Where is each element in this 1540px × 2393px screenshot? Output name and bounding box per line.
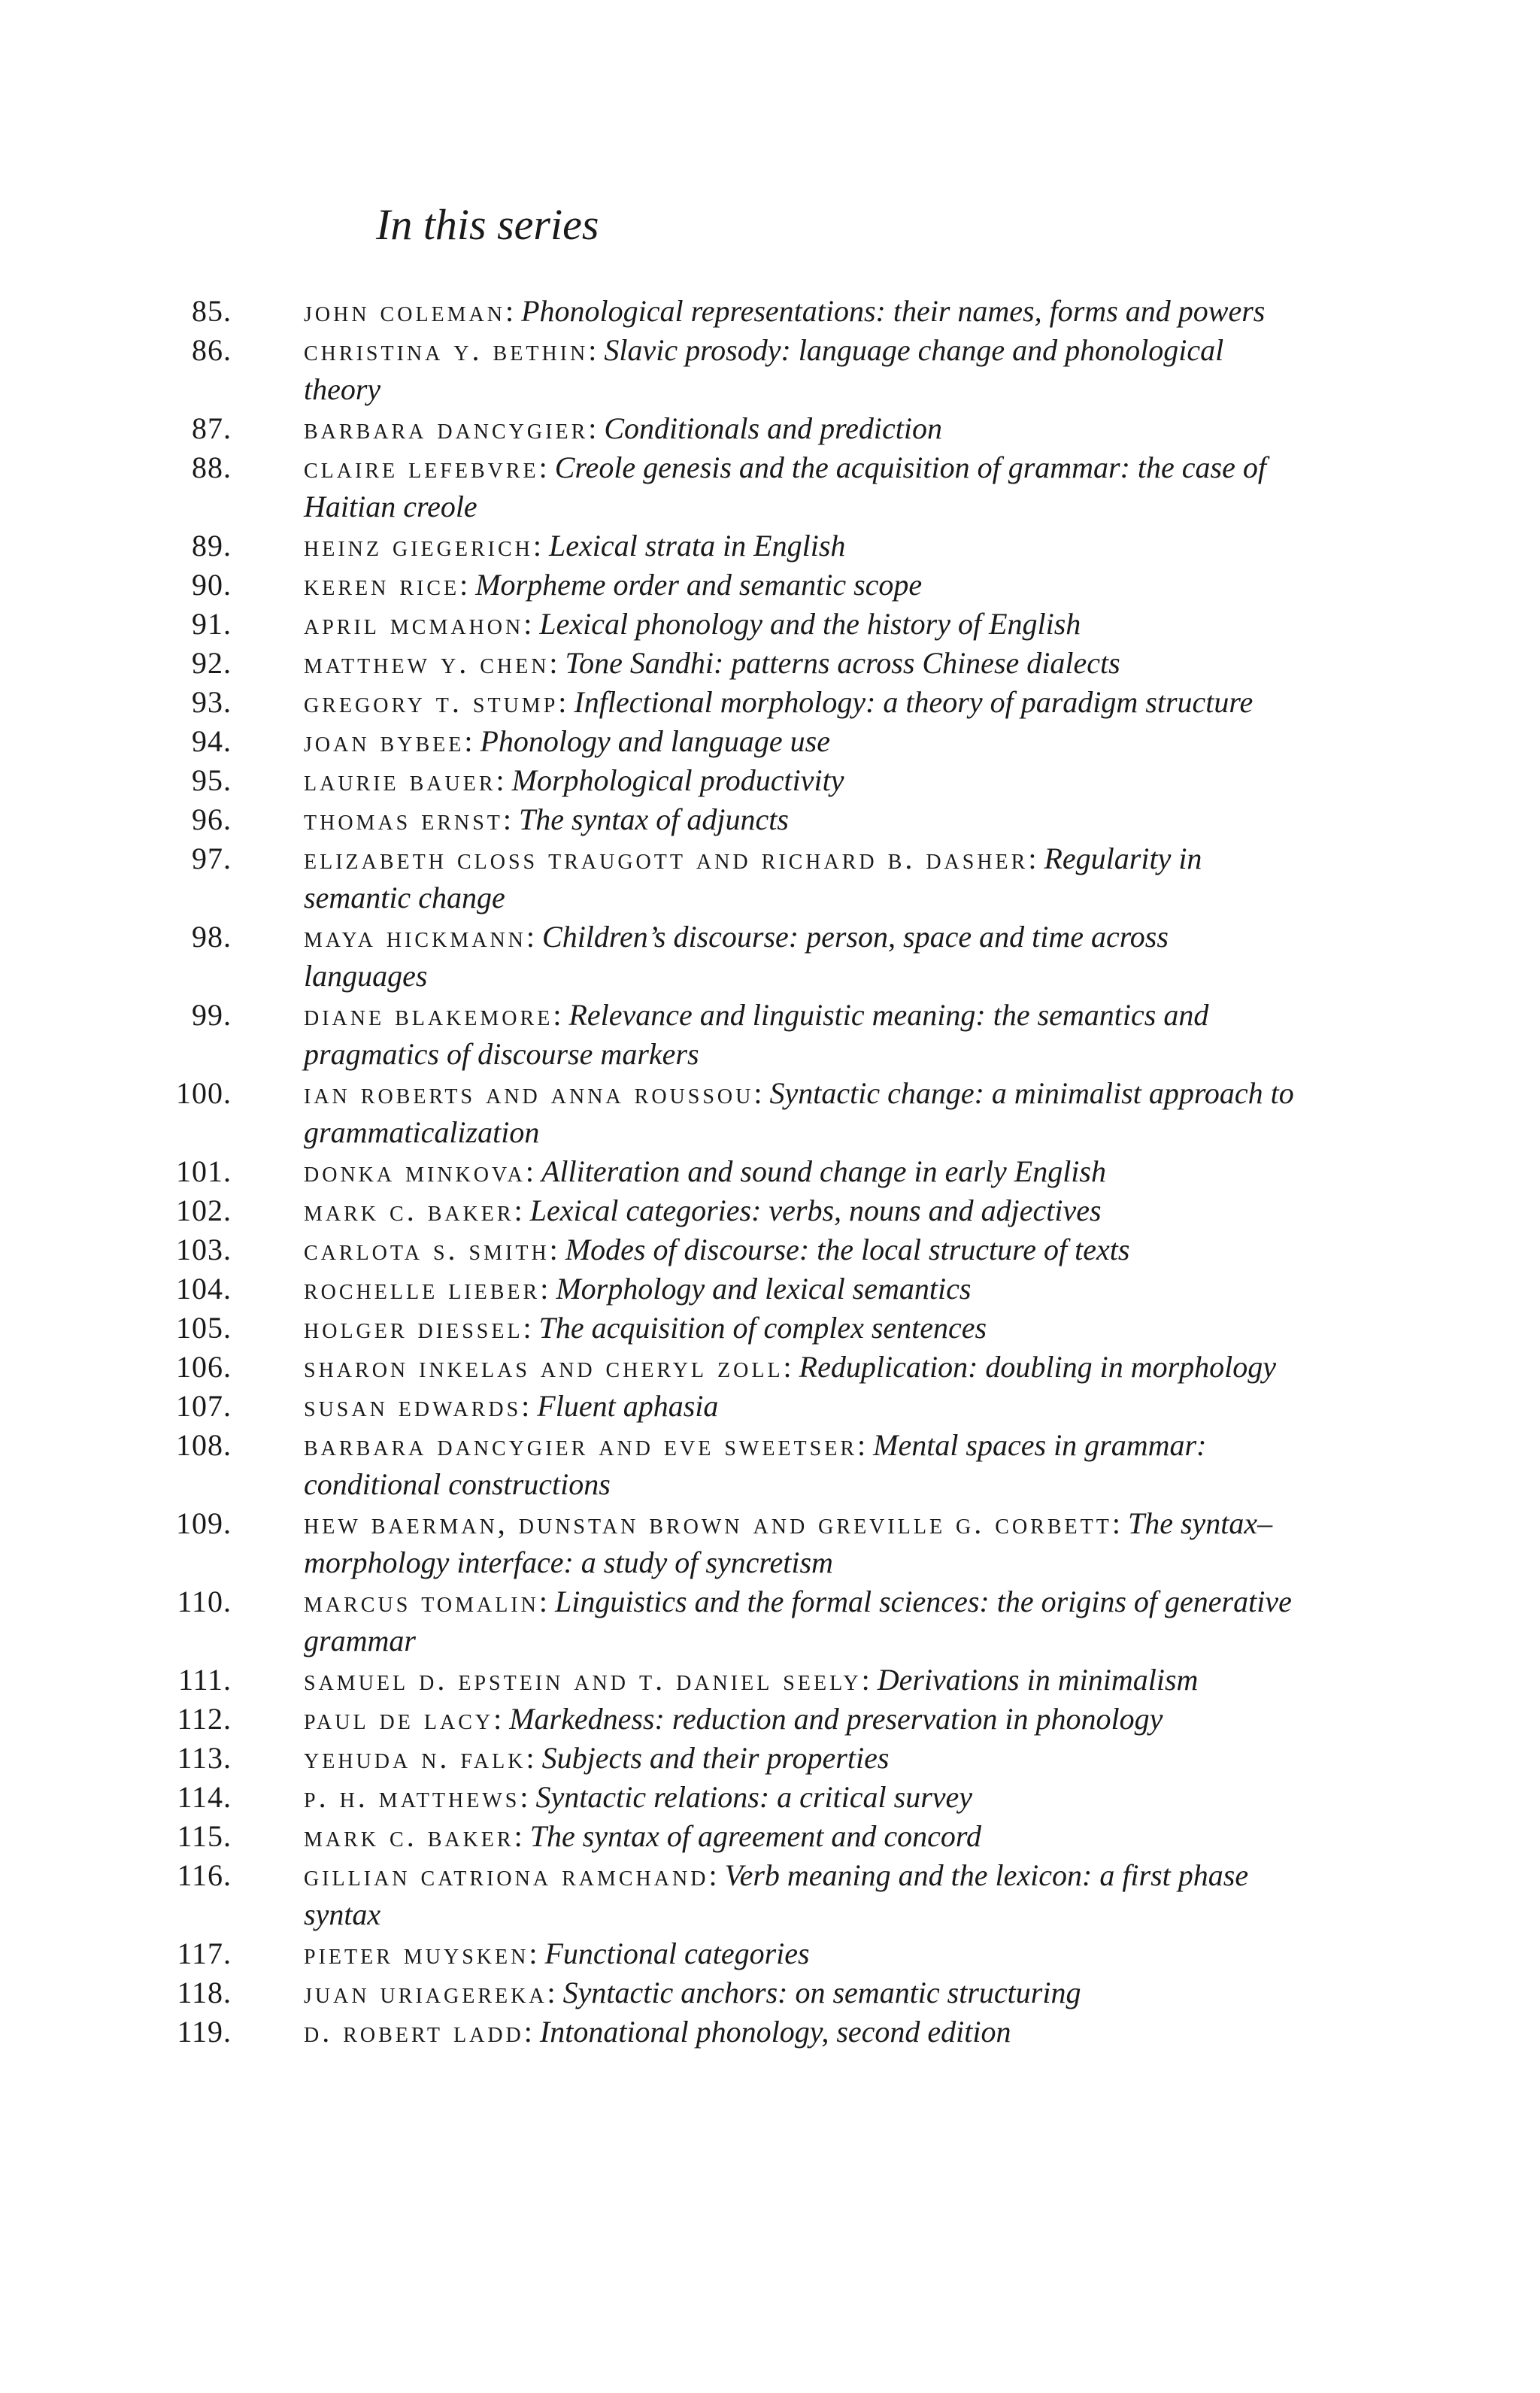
entry-author: rochelle lieber bbox=[304, 1272, 541, 1306]
entry-author: maya hickmann bbox=[304, 920, 526, 954]
entry-title: Children’s discourse: person, space and time across languages bbox=[304, 920, 1169, 993]
entry-text bbox=[304, 566, 1296, 605]
series-entry bbox=[0, 1856, 1540, 1934]
entry-author: holger diessel bbox=[304, 1311, 523, 1345]
entry-text bbox=[304, 1700, 1296, 1739]
entry-title: Morpheme order and semantic scope bbox=[475, 568, 923, 602]
entry-title: Syntactic relations: a critical survey bbox=[535, 1780, 973, 1814]
series-entry bbox=[0, 526, 1540, 566]
entry-author: barbara dancygier and eve sweetser bbox=[304, 1428, 857, 1462]
entry-number: 116. bbox=[177, 1858, 232, 1892]
series-entry bbox=[0, 1778, 1540, 1817]
entry-number: 105. bbox=[176, 1311, 232, 1345]
entry-number: 109. bbox=[176, 1506, 232, 1540]
entry-author: p. h. matthews bbox=[304, 1780, 520, 1814]
entry-separator: : bbox=[861, 1663, 878, 1697]
entry-title: Linguistics and the formal sciences: the origins of generative grammar bbox=[304, 1585, 1292, 1658]
entry-number: 108. bbox=[176, 1428, 232, 1462]
entry-separator: : bbox=[502, 802, 520, 836]
series-entry bbox=[0, 996, 1540, 1074]
entry-separator: : bbox=[523, 607, 540, 641]
entry-title: Functional categories bbox=[544, 1937, 810, 1970]
series-entry bbox=[0, 566, 1540, 605]
series-entry bbox=[0, 644, 1540, 683]
entry-author: pieter muysken bbox=[304, 1937, 529, 1970]
entry-author: heinz giegerich bbox=[304, 529, 533, 563]
entry-title: Syntactic anchors: on semantic structuring bbox=[562, 1976, 1081, 2009]
series-entry bbox=[0, 292, 1540, 331]
entry-separator: : bbox=[496, 763, 512, 797]
entry-title: Inflectional morphology: a theory of paradigm structure bbox=[574, 685, 1254, 719]
entry-separator: : bbox=[520, 1780, 536, 1814]
entry-author: carlota s. smith bbox=[304, 1233, 550, 1266]
entry-text bbox=[304, 409, 1296, 448]
entry-text bbox=[304, 1504, 1296, 1582]
series-entry bbox=[0, 2012, 1540, 2052]
entry-separator: : bbox=[553, 998, 569, 1032]
entry-number: 87. bbox=[192, 411, 232, 445]
entry-number: 93. bbox=[192, 685, 232, 719]
entry-author: joan bybee bbox=[304, 724, 465, 758]
entry-number: 98. bbox=[192, 920, 232, 954]
series-entry bbox=[0, 1309, 1540, 1348]
entry-separator: : bbox=[558, 685, 574, 719]
entry-author: thomas ernst bbox=[304, 802, 503, 836]
series-entry bbox=[0, 1269, 1540, 1309]
entry-title: Subjects and their properties bbox=[541, 1741, 890, 1775]
entry-title: Syntactic change: a minimalist approach to grammaticalization bbox=[304, 1076, 1294, 1149]
entry-title: Lexical phonology and the history of English bbox=[539, 607, 1081, 641]
entry-number: 103. bbox=[176, 1233, 232, 1266]
series-entry bbox=[0, 1387, 1540, 1426]
entry-author: susan edwards bbox=[304, 1389, 522, 1423]
entry-separator: : bbox=[464, 724, 480, 758]
entry-text bbox=[304, 526, 1296, 566]
entry-separator: : bbox=[538, 1585, 555, 1618]
entry-author: d. robert ladd bbox=[304, 2015, 524, 2049]
entry-author: keren rice bbox=[304, 568, 460, 602]
entry-title: The syntax of adjuncts bbox=[519, 802, 789, 836]
entry-number: 112. bbox=[177, 1702, 232, 1736]
entry-number: 107. bbox=[176, 1389, 232, 1423]
entry-number: 90. bbox=[192, 568, 232, 602]
series-entry bbox=[0, 1582, 1540, 1661]
entry-title: The syntax–morphology interface: a study of syncretism bbox=[304, 1506, 1273, 1579]
entry-text bbox=[304, 1387, 1296, 1426]
entry-author: diane blakemore bbox=[304, 998, 553, 1032]
entry-title: Fluent aphasia bbox=[537, 1389, 719, 1423]
entry-separator: : bbox=[521, 1389, 538, 1423]
entry-text bbox=[304, 1973, 1296, 2012]
entry-author: hew baerman, dunstan brown and greville g. corbett bbox=[304, 1506, 1112, 1540]
entry-separator: : bbox=[529, 1937, 545, 1970]
entry-text bbox=[304, 917, 1296, 996]
entry-text bbox=[304, 1074, 1296, 1152]
entry-title: Verb meaning and the lexicon: a first phase syntax bbox=[304, 1858, 1249, 1931]
entry-number: 104. bbox=[176, 1272, 232, 1306]
entry-author: ian roberts and anna roussou bbox=[304, 1076, 754, 1110]
entry-separator: : bbox=[538, 450, 555, 484]
entry-separator: : bbox=[526, 920, 543, 954]
entry-title: Modes of discourse: the local structure of texts bbox=[565, 1233, 1130, 1266]
entry-number: 113. bbox=[177, 1741, 232, 1775]
entry-number: 114. bbox=[177, 1780, 232, 1814]
entry-title: Tone Sandhi: patterns across Chinese dialects bbox=[565, 646, 1120, 680]
entry-separator: : bbox=[459, 568, 476, 602]
series-entry bbox=[0, 1152, 1540, 1191]
entry-text bbox=[304, 761, 1296, 800]
entry-separator: : bbox=[526, 1741, 542, 1775]
entry-author: gillian catriona ramchand bbox=[304, 1858, 709, 1892]
entry-text bbox=[304, 839, 1296, 917]
entry-text bbox=[304, 1426, 1296, 1504]
entry-number: 97. bbox=[192, 842, 232, 875]
series-entry bbox=[0, 1661, 1540, 1700]
entry-number: 99. bbox=[192, 998, 232, 1032]
entry-title: Morphology and lexical semantics bbox=[556, 1272, 972, 1306]
entry-author: donka minkova bbox=[304, 1154, 526, 1188]
entry-title: The syntax of agreement and concord bbox=[529, 1819, 981, 1853]
entry-text bbox=[304, 1582, 1296, 1661]
entry-title: Creole genesis and the acquisition of grammar: the case of Haitian creole bbox=[304, 450, 1266, 523]
entry-text bbox=[304, 996, 1296, 1074]
entry-text bbox=[304, 1739, 1296, 1778]
entry-author: claire lefebvre bbox=[304, 450, 539, 484]
entry-number: 96. bbox=[192, 802, 232, 836]
entry-number: 110. bbox=[177, 1585, 232, 1618]
entry-separator: : bbox=[549, 1233, 565, 1266]
entry-title: Markedness: reduction and preservation in phonology bbox=[509, 1702, 1163, 1736]
entry-number: 89. bbox=[192, 529, 232, 563]
series-entry bbox=[0, 1934, 1540, 1973]
entry-number: 119. bbox=[177, 2015, 232, 2049]
series-entry bbox=[0, 1973, 1540, 2012]
entry-separator: : bbox=[708, 1858, 725, 1892]
entry-separator: : bbox=[1028, 842, 1044, 875]
entry-author: mark c. baker bbox=[304, 1193, 514, 1227]
entry-text bbox=[304, 1778, 1296, 1817]
entry-separator: : bbox=[547, 1976, 563, 2009]
entry-title: Regularity in semantic change bbox=[304, 842, 1202, 914]
entry-separator: : bbox=[540, 1272, 556, 1306]
entry-author: elizabeth closs traugott and richard b. dasher bbox=[304, 842, 1029, 875]
entry-separator: : bbox=[514, 1193, 530, 1227]
entry-separator: : bbox=[549, 646, 565, 680]
series-entry bbox=[0, 722, 1540, 761]
entry-text bbox=[304, 1661, 1296, 1700]
entry-author: christina y. bethin bbox=[304, 333, 589, 367]
series-entry bbox=[0, 800, 1540, 839]
entry-author: yehuda n. falk bbox=[304, 1741, 526, 1775]
entry-text bbox=[304, 1152, 1296, 1191]
entry-separator: : bbox=[1111, 1506, 1128, 1540]
entry-text bbox=[304, 644, 1296, 683]
entry-title: Slavic prosody: language change and phonological theory bbox=[304, 333, 1224, 406]
entry-text bbox=[304, 1348, 1296, 1387]
entry-author: april mcmahon bbox=[304, 607, 524, 641]
entry-author: john coleman bbox=[304, 294, 505, 328]
entry-title: Alliteration and sound change in early English bbox=[541, 1154, 1106, 1188]
series-entry bbox=[0, 331, 1540, 409]
entry-title: Phonology and language use bbox=[480, 724, 830, 758]
entry-separator: : bbox=[753, 1076, 770, 1110]
entry-separator: : bbox=[783, 1350, 799, 1384]
entry-separator: : bbox=[525, 1154, 541, 1188]
series-entry bbox=[0, 917, 1540, 996]
entry-number: 117. bbox=[177, 1937, 232, 1970]
entry-text bbox=[304, 1269, 1296, 1309]
series-entry bbox=[0, 605, 1540, 644]
entry-title: Conditionals and prediction bbox=[604, 411, 943, 445]
entry-text bbox=[304, 1230, 1296, 1269]
entry-author: laurie bauer bbox=[304, 763, 496, 797]
entry-author: paul de lacy bbox=[304, 1702, 494, 1736]
entry-text bbox=[304, 1856, 1296, 1934]
entry-text bbox=[304, 1309, 1296, 1348]
entry-title: Lexical strata in English bbox=[548, 529, 846, 563]
entry-author: samuel d. epstein and t. daniel seely bbox=[304, 1663, 862, 1697]
entry-number: 95. bbox=[192, 763, 232, 797]
entry-number: 118. bbox=[177, 1976, 232, 2009]
series-entry bbox=[0, 1230, 1540, 1269]
entry-title: Reduplication: doubling in morphology bbox=[799, 1350, 1277, 1384]
entry-title: Lexical categories: verbs, nouns and adjectives bbox=[529, 1193, 1102, 1227]
entry-title: Phonological representations: their names, forms and powers bbox=[521, 294, 1266, 328]
entry-number: 106. bbox=[176, 1350, 232, 1384]
entry-number: 111. bbox=[177, 1663, 232, 1697]
series-entry bbox=[0, 448, 1540, 526]
series-entry bbox=[0, 1191, 1540, 1230]
entry-separator: : bbox=[523, 1311, 539, 1345]
entry-number: 92. bbox=[192, 646, 232, 680]
entry-title: Intonational phonology, second edition bbox=[539, 2015, 1011, 2049]
entry-title: The acquisition of complex sentences bbox=[538, 1311, 987, 1345]
entry-separator: : bbox=[532, 529, 549, 563]
entry-separator: : bbox=[588, 411, 605, 445]
entry-text bbox=[304, 683, 1296, 722]
entry-separator: : bbox=[857, 1428, 874, 1462]
entry-separator: : bbox=[588, 333, 605, 367]
entry-text bbox=[304, 722, 1296, 761]
entry-text bbox=[304, 331, 1296, 409]
entry-number: 86. bbox=[192, 333, 232, 367]
entry-author: juan uriagereka bbox=[304, 1976, 547, 2009]
entry-text bbox=[304, 1191, 1296, 1230]
series-entry bbox=[0, 683, 1540, 722]
entry-number: 102. bbox=[176, 1193, 232, 1227]
entry-number: 88. bbox=[192, 450, 232, 484]
entry-text bbox=[304, 2012, 1296, 2052]
entry-number: 85. bbox=[192, 294, 232, 328]
entry-number: 91. bbox=[192, 607, 232, 641]
entry-author: sharon inkelas and cheryl zoll bbox=[304, 1350, 784, 1384]
series-entry bbox=[0, 761, 1540, 800]
entry-text bbox=[304, 800, 1296, 839]
series-entry bbox=[0, 1700, 1540, 1739]
series-entry bbox=[0, 1817, 1540, 1856]
entry-number: 100. bbox=[176, 1076, 232, 1110]
entry-title: Derivations in minimalism bbox=[877, 1663, 1199, 1697]
entry-separator: : bbox=[505, 294, 522, 328]
entry-number: 94. bbox=[192, 724, 232, 758]
entry-text bbox=[304, 1934, 1296, 1973]
series-entry bbox=[0, 409, 1540, 448]
series-entry bbox=[0, 1074, 1540, 1152]
series-entry bbox=[0, 1504, 1540, 1582]
entry-author: matthew y. chen bbox=[304, 646, 550, 680]
entry-text bbox=[304, 1817, 1296, 1856]
entry-text bbox=[304, 605, 1296, 644]
entry-number: 115. bbox=[177, 1819, 232, 1853]
entry-number: 101. bbox=[176, 1154, 232, 1188]
entry-author: mark c. baker bbox=[304, 1819, 514, 1853]
entry-text bbox=[304, 292, 1296, 331]
series-heading: In this series bbox=[376, 200, 599, 249]
entry-author: barbara dancygier bbox=[304, 411, 589, 445]
entry-author: gregory t. stump bbox=[304, 685, 559, 719]
series-entry bbox=[0, 1739, 1540, 1778]
entry-text bbox=[304, 448, 1296, 526]
series-list bbox=[0, 292, 1540, 2052]
entry-separator: : bbox=[523, 2015, 540, 2049]
entry-separator: : bbox=[493, 1702, 510, 1736]
series-entry bbox=[0, 1426, 1540, 1504]
entry-title: Morphological productivity bbox=[511, 763, 844, 797]
entry-title: Relevance and linguistic meaning: the semantics and pragmatics of discourse markers bbox=[304, 998, 1209, 1071]
entry-author: marcus tomalin bbox=[304, 1585, 539, 1618]
entry-title: Mental spaces in grammar: conditional constructions bbox=[304, 1428, 1207, 1501]
series-entry bbox=[0, 839, 1540, 917]
entry-separator: : bbox=[514, 1819, 530, 1853]
series-entry bbox=[0, 1348, 1540, 1387]
